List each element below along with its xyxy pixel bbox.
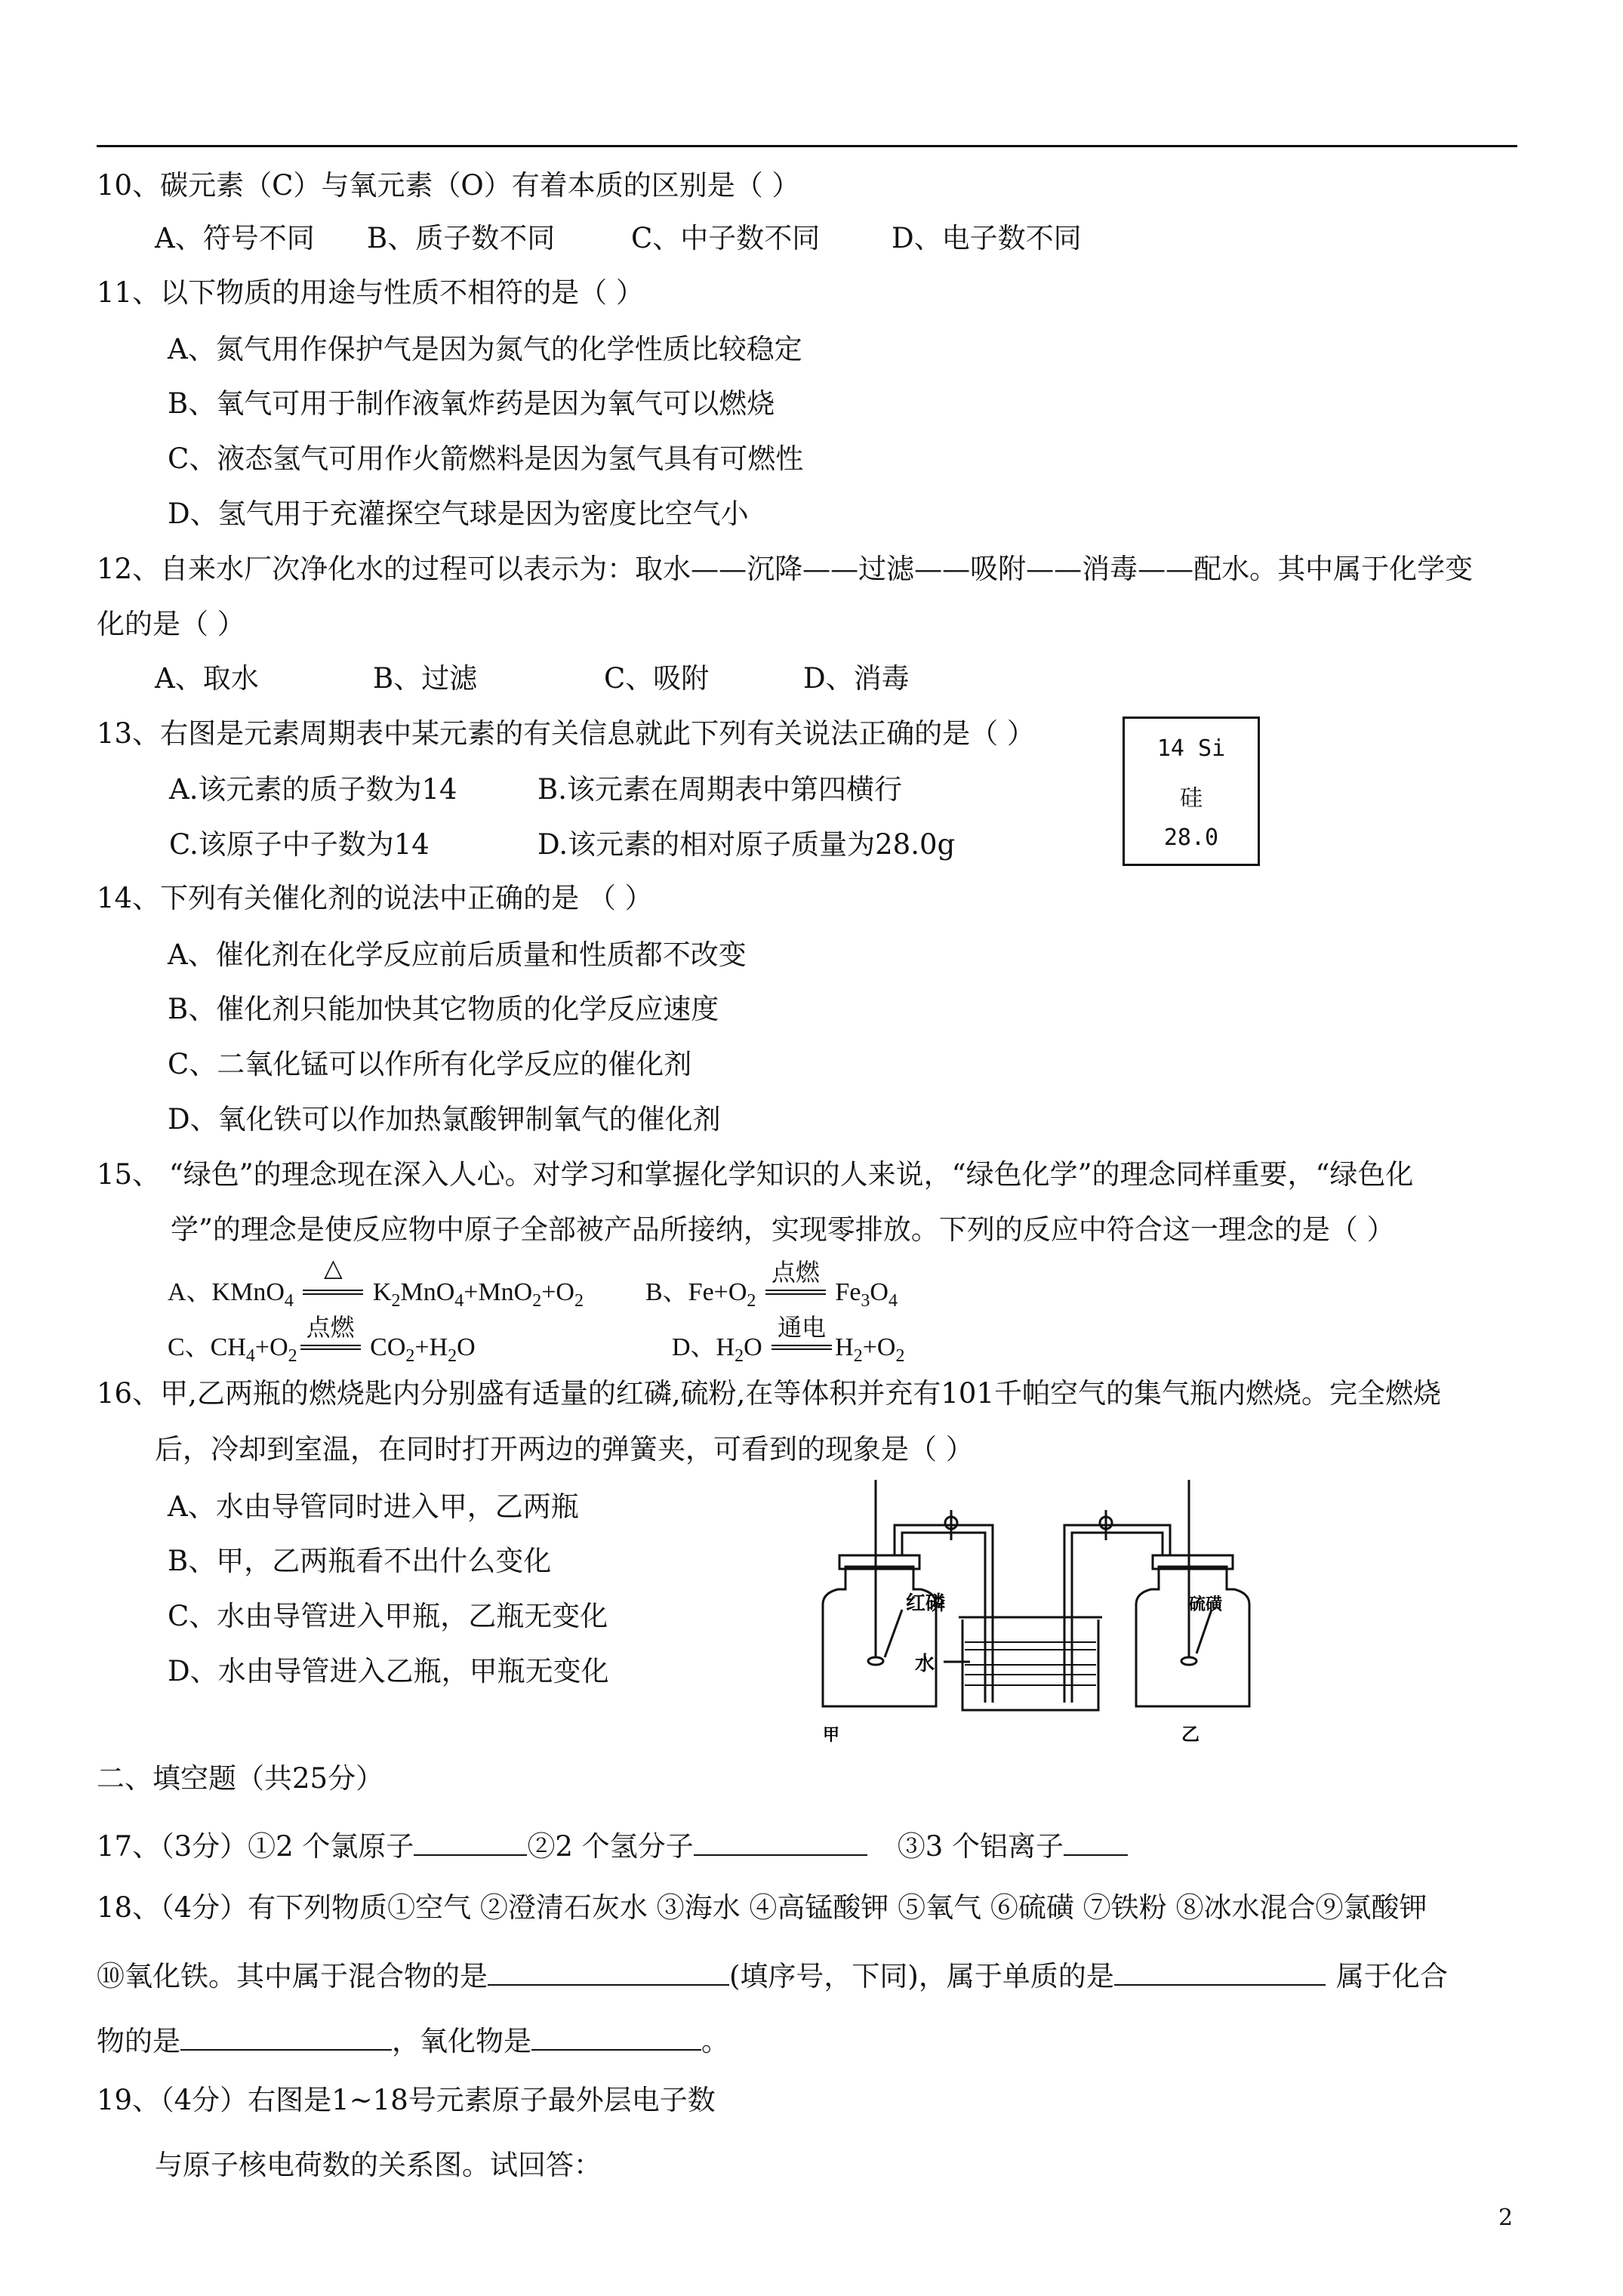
q13-option-d: D.该元素的相对原子质量为28.0g	[537, 828, 956, 861]
q17-blank-1[interactable]	[414, 1827, 527, 1856]
q18-line2-a: ⑩氧化铁。其中属于混合物的是	[97, 1960, 488, 1992]
header-rule	[97, 145, 1517, 147]
q15-option-a: A、KMnO$_4$ △ $K_2MnO_4+MnO_2+O_2$	[168, 1253, 584, 1311]
q12-option-b: B、过滤	[373, 662, 478, 695]
q13-option-c: C.该原子中子数为14	[169, 828, 430, 861]
q18-line2-c: 属于化合	[1335, 1960, 1448, 1992]
q16-option-c: C、水由导管进入甲瓶，乙瓶无变化	[168, 1600, 608, 1632]
q14-option-c: C、二氧化锰可以作所有化学反应的催化剂	[168, 1048, 692, 1080]
q12-option-c: C、吸附	[604, 662, 710, 695]
q19-line2: 与原子核电荷数的关系图。试回答：	[155, 2149, 602, 2181]
q11-option-c: C、液态氢气可用作火箭燃料是因为氢气具有可燃性	[168, 442, 804, 475]
element-name: 硅	[1180, 785, 1203, 812]
page-number: 2	[1498, 2205, 1514, 2231]
q13-option-a: A.该元素的质子数为14	[169, 773, 457, 806]
q15-stem-line2: 学”的理念是使反应物中原子全部被产品所接纳，实现零排放。下列的反应中符合这一理念的是（ ）	[171, 1213, 1395, 1246]
label-bottle-a: 甲	[823, 1726, 840, 1745]
q16-stem-line2: 后，冷却到室温，在同时打开两边的弹簧夹，可看到的现象是（ ）	[155, 1433, 974, 1465]
q17-blank-3[interactable]	[1064, 1827, 1128, 1856]
q15-option-c: C、$CH_4+O_2$ 点燃 $CO_2+H_2O$	[168, 1325, 476, 1367]
q18-blank-oxide[interactable]	[531, 2022, 701, 2051]
q11-option-b: B、氧气可用于制作液氧炸药是因为氧气可以燃烧	[168, 387, 775, 420]
q10-option-b: B、质子数不同	[367, 222, 556, 254]
q15-option-d: D、$H_2O$ 通电 $H_2+O_2$	[672, 1325, 904, 1367]
q10-option-c: C、中子数不同	[631, 222, 821, 254]
q17-part3: ③3 个铝离子	[897, 1830, 1064, 1863]
element-mass: 28.0	[1163, 824, 1219, 851]
combustion-apparatus-diagram	[800, 1480, 1253, 1752]
q11-stem: 11、以下物质的用途与性质不相符的是（ ）	[97, 276, 644, 309]
q14-option-a: A、催化剂在化学反应前后质量和性质都不改变	[168, 938, 747, 971]
q16-option-b: B、甲，乙两瓶看不出什么变化	[168, 1545, 552, 1577]
q18-line2	[97, 1957, 1448, 1993]
element-number-symbol: 14 Si	[1156, 735, 1226, 762]
q17-part2: ②2 个氢分子	[527, 1830, 694, 1863]
q12-stem-line1: 12、自来水厂次净化水的过程可以表示为：取水——沉降——过滤——吸附——消毒——配水。其中属于化学变	[97, 553, 1474, 585]
q13-option-b: B.该元素在周期表中第四横行	[537, 773, 902, 806]
ignite-label: 点燃	[771, 1258, 820, 1287]
q17-blank-2[interactable]	[694, 1827, 867, 1856]
q18-line2-b: (填序号，下同)，属于单质的是	[729, 1960, 1114, 1992]
q17-line	[97, 1827, 1128, 1863]
q10-option-a: A、符号不同	[155, 222, 315, 254]
q19-line1: 19、（4分）右图是1~18号元素原子最外层电子数	[97, 2084, 716, 2116]
q13-stem: 13、右图是元素周期表中某元素的有关信息就此下列有关说法正确的是（ ）	[97, 717, 1035, 750]
q18-blank-mixture[interactable]	[488, 1957, 729, 1986]
ignite-condition-2	[297, 1313, 364, 1355]
heat-symbol: △	[324, 1253, 343, 1282]
q17-part1: 17、（3分）①2 个氯原子	[97, 1830, 414, 1863]
label-water: 水	[915, 1653, 935, 1675]
q12-option-a: A、取水	[155, 662, 259, 695]
element-card-silicon	[1123, 717, 1260, 866]
q14-option-d: D、氧化铁可以作加热氯酸钾制氧气的催化剂	[168, 1103, 721, 1136]
q18-line3	[97, 2022, 729, 2058]
q10-option-d: D、电子数不同	[892, 222, 1082, 254]
q12-stem-line2: 化的是（ ）	[97, 608, 245, 640]
q14-stem: 14、下列有关催化剂的说法中正确的是 （ ）	[97, 882, 653, 914]
q11-option-a: A、氮气用作保护气是因为氮气的化学性质比较稳定	[168, 333, 802, 365]
q18-line3-a: 物的是	[97, 2025, 180, 2057]
q10-stem: 10、碳元素（C）与氧元素（O）有着本质的区别是（ ）	[97, 169, 800, 202]
electric-condition	[768, 1313, 835, 1355]
ignite-label-2: 点燃	[306, 1313, 355, 1342]
q15-stem-line1: 15、 “绿色”的理念现在深入人心。对学习和掌握化学知识的人来说，“绿色化学”的理念同样重要，“绿色化	[97, 1158, 1414, 1191]
ignite-condition	[762, 1258, 829, 1300]
section-2-title: 二、填空题（共25分）	[97, 1762, 384, 1795]
q16-option-a: A、水由导管同时进入甲，乙两瓶	[168, 1490, 579, 1523]
heat-condition	[300, 1253, 366, 1300]
q15-option-b: B、$Fe+O_2$ 点燃 $Fe_3O_4$	[645, 1270, 898, 1311]
q18-line1: 18、（4分）有下列物质①空气 ②澄清石灰水 ③海水 ④高锰酸钾 ⑤氧气 ⑥硫磺 ⑦铁粉 ⑧冰水混合⑨氯酸钾	[97, 1891, 1427, 1924]
electric-label: 通电	[778, 1313, 827, 1342]
q12-option-d: D、消毒	[803, 662, 910, 695]
label-red-phosphorus: 红磷	[906, 1592, 946, 1615]
q18-line3-c: 。	[701, 2025, 729, 2057]
q18-line3-b: ，氧化物是	[392, 2025, 531, 2057]
q16-stem-line1: 16、甲,乙两瓶的燃烧匙内分别盛有适量的红磷,硫粉,在等体积并充有101千帕空气的集气瓶内燃烧。完全燃烧	[97, 1377, 1441, 1410]
q16-option-d: D、水由导管进入乙瓶，甲瓶无变化	[168, 1655, 609, 1687]
q11-option-d: D、氢气用于充灌探空气球是因为密度比空气小	[168, 498, 749, 530]
label-bottle-b: 乙	[1181, 1724, 1200, 1745]
q18-blank-element[interactable]	[1114, 1957, 1326, 1986]
q14-option-b: B、催化剂只能加快其它物质的化学反应速度	[168, 993, 719, 1025]
label-sulfur: 硫磺	[1189, 1595, 1223, 1614]
q18-blank-compound[interactable]	[180, 2022, 392, 2051]
